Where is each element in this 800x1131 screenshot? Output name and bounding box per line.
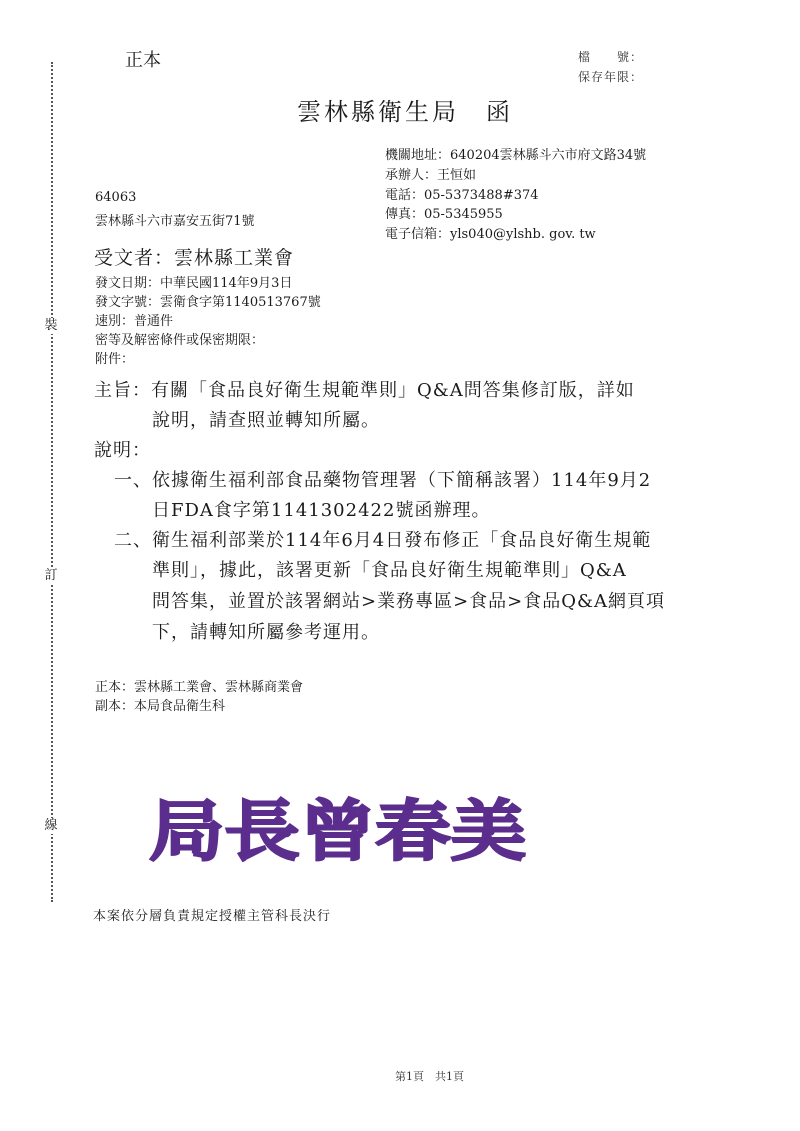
page-number: 第1頁 共1頁 [395, 1070, 464, 1083]
copy-recipients: 副本：本局食品衛生科 [95, 699, 226, 714]
binding-char-xian: 線 [44, 818, 58, 833]
agency-address: 機關地址：640204雲林縣斗六市府文路34號 [385, 148, 647, 163]
original-recipients: 正本：雲林縣工業會、雲林縣商業會 [95, 680, 304, 695]
email-address: 電子信箱：yls040@ylshb. gov. tw [385, 227, 596, 242]
issue-date: 發文日期：中華民國114年9月3日 [95, 276, 293, 291]
subject-line-2: 說明，請查照並轉知所屬。 [152, 410, 380, 431]
signature-text: 局長曾春美 [149, 792, 526, 870]
fax-number: 傳真：05-5345955 [385, 207, 503, 222]
binding-char-ding: 訂 [44, 568, 58, 583]
explanation-item-2-line-4: 下，請轉知所屬參考運用。 [152, 622, 380, 643]
copy-type-label: 正本 [125, 50, 161, 71]
explanation-item-1-line-2: 日FDA食字第1141302422號函辦理。 [152, 500, 491, 521]
document-title: 雲林縣衛生局 函 [297, 98, 513, 126]
binding-line [51, 62, 53, 902]
attachment-label: 附件： [95, 352, 135, 367]
recipient-street-address: 雲林縣斗六市嘉安五街71號 [95, 214, 255, 229]
phone-number: 電話：05-5373488#374 [385, 188, 539, 203]
document-number: 發文字號：雲衛食字第1140513767號 [95, 295, 321, 310]
retention-period-label: 保存年限： [578, 70, 644, 84]
subject-line-1: 主旨：有關「食品良好衛生規範準則」Q&A問答集修訂版，詳如 [94, 380, 635, 401]
director-signature-stamp [145, 790, 530, 880]
handler-name: 承辦人：王恒如 [385, 168, 477, 183]
explanation-heading: 說明： [94, 440, 151, 461]
explanation-item-2-line-3: 問答集，並置於該署網站>業務專區>食品>食品Q&A網頁項 [152, 591, 666, 612]
binding-char-zhuang: 裝 [44, 318, 58, 333]
recipient: 受文者：雲林縣工業會 [94, 247, 295, 269]
authorization-note: 本案依分層負責規定授權主管科長決行 [93, 909, 332, 924]
explanation-item-2-line-2: 準則」，據此，該署更新「食品良好衛生規範準則」Q&A [152, 560, 627, 581]
recipient-postal-code: 64063 [95, 190, 137, 205]
archive-number-label: 檔 號： [578, 50, 644, 64]
explanation-item-1-line-1: 一、依據衛生福利部食品藥物管理署（下簡稱該署）114年9月2 [114, 470, 652, 491]
delivery-speed: 速別：普通件 [95, 314, 174, 329]
secrecy-level: 密等及解密條件或保密期限： [95, 333, 265, 348]
explanation-item-2-line-1: 二、衛生福利部業於114年6月4日發布修正「食品良好衛生規範 [114, 530, 652, 551]
